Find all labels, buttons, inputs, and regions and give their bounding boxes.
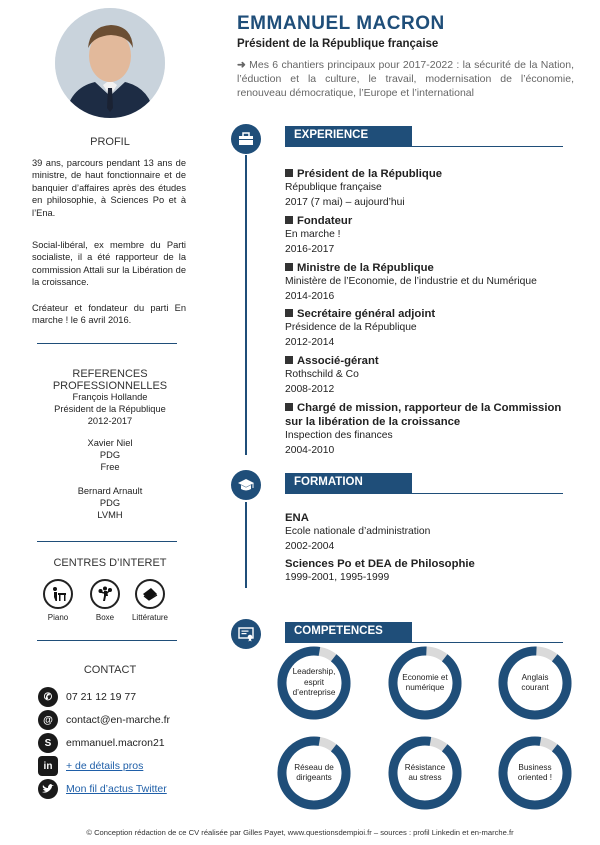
- experience-entry: [285, 354, 577, 397]
- intro-content: Mes 6 chantiers principaux pour 2017-2022 : la sécurité de la Nation, l’éduction et la culture, le travail, modernisation de l’économie, renouveau démocratique, l’Europe et l’international: [237, 59, 574, 99]
- skill-label-line: dirigeants: [296, 773, 332, 782]
- job-title: [285, 401, 577, 429]
- job-dates: 2016-2017: [285, 243, 335, 255]
- job-dates: 2004-2010: [285, 444, 335, 456]
- formation-entry: [285, 557, 577, 586]
- school-name: Ecole nationale d’administration: [285, 526, 431, 537]
- job-title: [285, 307, 577, 321]
- interest-boxe: [80, 579, 130, 622]
- twitter-icon: [38, 779, 58, 799]
- skype-icon: S: [38, 733, 58, 753]
- interests-title: CENTRES D’INTERET: [53, 557, 167, 569]
- interest-piano: [33, 579, 83, 622]
- reference-detail: LVMH: [97, 510, 123, 520]
- experience-entry: [285, 401, 577, 458]
- job-title-text: Secrétaire général adjoint: [297, 308, 436, 320]
- phone-number: 07 21 12 19 77: [66, 691, 137, 703]
- skill-label-line: Leadership,: [292, 667, 336, 677]
- email-address[interactable]: contact@en-marche.fr: [66, 714, 171, 726]
- skill-label-line: oriented !: [517, 773, 553, 782]
- experience-heading: EXPERIENCE: [285, 126, 412, 146]
- reference-detail: Free: [100, 462, 120, 472]
- book-icon: [135, 579, 165, 609]
- contact-email: [38, 710, 170, 730]
- section-underline: [285, 642, 563, 643]
- skill-label-line: Economie et: [402, 672, 448, 682]
- job-title-text: sur la libération de la croissance: [285, 416, 461, 428]
- certificate-icon: [231, 619, 261, 649]
- boxing-icon: [90, 579, 120, 609]
- reference-role: PDG: [99, 450, 121, 460]
- contact-phone: [38, 687, 136, 707]
- skill-label-line: Business: [518, 762, 552, 772]
- skill-label: [399, 735, 451, 811]
- skill-label-line: d’entreprise: [292, 688, 336, 698]
- reference-name: Xavier Niel: [87, 438, 133, 448]
- skill-donut: [497, 645, 573, 721]
- skill-donut: [387, 735, 463, 811]
- section-underline: [285, 146, 563, 147]
- reference-name: François Hollande: [72, 392, 148, 402]
- avatar: [55, 8, 165, 118]
- skill-label: [288, 735, 340, 811]
- job-org: En marche !: [285, 229, 341, 240]
- job-org: Rothschild & Co: [285, 369, 359, 380]
- skill-label-line: Résistance: [404, 762, 446, 772]
- contact-skype: [38, 733, 165, 753]
- left-column: [0, 0, 210, 820]
- job-org: Ministère de l’Economie, de l’industrie et du Numérique: [285, 276, 537, 287]
- job-title-text: Fondateur: [297, 215, 353, 227]
- degree-title: Sciences Po et DEA de Philosophie: [285, 558, 475, 570]
- skill-label-line: Anglais: [521, 672, 549, 682]
- phone-icon: ✆: [38, 687, 58, 707]
- job-title: [285, 261, 577, 275]
- formation-timeline: [245, 502, 247, 588]
- skill-label-line: numérique: [405, 683, 445, 692]
- section-underline: [285, 493, 563, 494]
- experience-timeline: [245, 155, 247, 455]
- skill-label-line: Réseau de: [294, 762, 334, 772]
- experience-entry: [285, 261, 577, 304]
- briefcase-icon: [231, 124, 261, 154]
- skill-label: [399, 645, 451, 721]
- interest-label: Boxe: [95, 613, 115, 622]
- divider: [37, 343, 177, 344]
- formation-entry: [285, 511, 577, 554]
- reference-role: PDG: [99, 498, 121, 508]
- reference-detail: 2012-2017: [87, 416, 133, 426]
- formation-dates: 2002-2004: [285, 540, 335, 552]
- divider: [37, 640, 177, 641]
- bullet-square-icon: [285, 356, 293, 364]
- experience-entry: [285, 307, 577, 350]
- profil-text-3: Créateur et fondateur du parti En marche ! le 6 avril 2016.: [32, 303, 186, 326]
- job-title-text: Président de la République: [297, 168, 443, 180]
- bullet-square-icon: [285, 216, 293, 224]
- job-dates: 2012-2014: [285, 336, 335, 348]
- linkedin-icon: in: [38, 756, 58, 776]
- intro-text: [237, 58, 574, 100]
- experience-entry: [285, 167, 577, 210]
- interest-litterature: [125, 579, 175, 622]
- reference-name: Bernard Arnault: [77, 486, 143, 496]
- profil-text-1: 39 ans, parcours pendant 13 ans de ministre, de haut fonctionnaire et de banquier d’affaires après des études en philosophie, à Sciences Po et à l’Ena.: [32, 158, 186, 218]
- formation-dates: 1999-2001, 1995-1999: [285, 572, 390, 583]
- job-title-text: Associé-gérant: [297, 355, 379, 367]
- candidate-name: EMMANUEL MACRON: [237, 13, 445, 34]
- experience-entry: [285, 214, 577, 257]
- skill-label: [509, 645, 561, 721]
- skill-donut: [276, 645, 352, 721]
- job-org: Présidence de la République: [285, 322, 417, 333]
- job-title: [285, 214, 577, 228]
- job-dates: 2008-2012: [285, 383, 335, 395]
- interest-label: Piano: [47, 613, 69, 622]
- contact-linkedin: [38, 756, 143, 776]
- skill-label-line: au stress: [408, 773, 442, 782]
- degree-title: ENA: [285, 512, 309, 524]
- bullet-square-icon: [285, 169, 293, 177]
- contact-title: CONTACT: [83, 664, 137, 676]
- job-title: [285, 167, 577, 181]
- footer-credits: © Conception rédaction de ce CV réalisée par Gilles Payet, www.questionsdempioi.fr – sources : profil Linkedin et en-marche.fr: [86, 828, 514, 837]
- job-title-text: Chargé de mission, rapporteur de la Commission: [297, 402, 562, 414]
- reference-item: [20, 485, 200, 521]
- reference-item: [20, 391, 200, 427]
- graduation-cap-icon: [231, 470, 261, 500]
- job-org: République française: [285, 182, 382, 193]
- contact-twitter: [38, 779, 167, 799]
- bullet-square-icon: [285, 263, 293, 271]
- job-title: [285, 354, 577, 368]
- reference-role: Président de la République: [54, 404, 166, 414]
- job-dates: 2014-2016: [285, 290, 335, 302]
- portrait-photo: [55, 8, 165, 118]
- formation-heading: FORMATION: [285, 473, 412, 493]
- twitter-link[interactable]: Mon fil d’actus Twitter: [66, 783, 167, 795]
- skill-donut: [387, 645, 463, 721]
- skill-donut: [497, 735, 573, 811]
- skill-label-line: courant: [521, 683, 549, 692]
- piano-icon: [43, 579, 73, 609]
- bullet-square-icon: [285, 403, 293, 411]
- competences-heading: COMPETENCES: [285, 622, 412, 642]
- interest-label: Littérature: [131, 613, 169, 622]
- divider: [37, 541, 177, 542]
- reference-item: [20, 437, 200, 473]
- skill-label-line: esprit: [303, 677, 324, 687]
- references-title: REFERENCES PROFESSIONNELLES: [52, 368, 168, 392]
- bullet-square-icon: [285, 309, 293, 317]
- profil-title: PROFIL: [90, 136, 130, 148]
- linkedin-link[interactable]: + de détails pros: [66, 760, 144, 772]
- skill-label: [288, 645, 340, 721]
- skill-label: [509, 735, 561, 811]
- skype-handle: emmanuel.macron21: [66, 737, 165, 749]
- candidate-subtitle: Président de la République française: [237, 38, 439, 50]
- job-dates: 2017 (7 mai) – aujourd’hui: [285, 196, 405, 208]
- at-sign-icon: @: [38, 710, 58, 730]
- job-org: Inspection des finances: [285, 430, 393, 441]
- skill-donut: [276, 735, 352, 811]
- job-title-text: Ministre de la République: [297, 262, 434, 274]
- arrow-right-icon: ➜: [237, 59, 250, 71]
- profil-text-2: Social-libéral, ex membre du Parti socialiste, il a été rapporteur de la commission Attali sur la Libération de la croissance.: [32, 240, 186, 288]
